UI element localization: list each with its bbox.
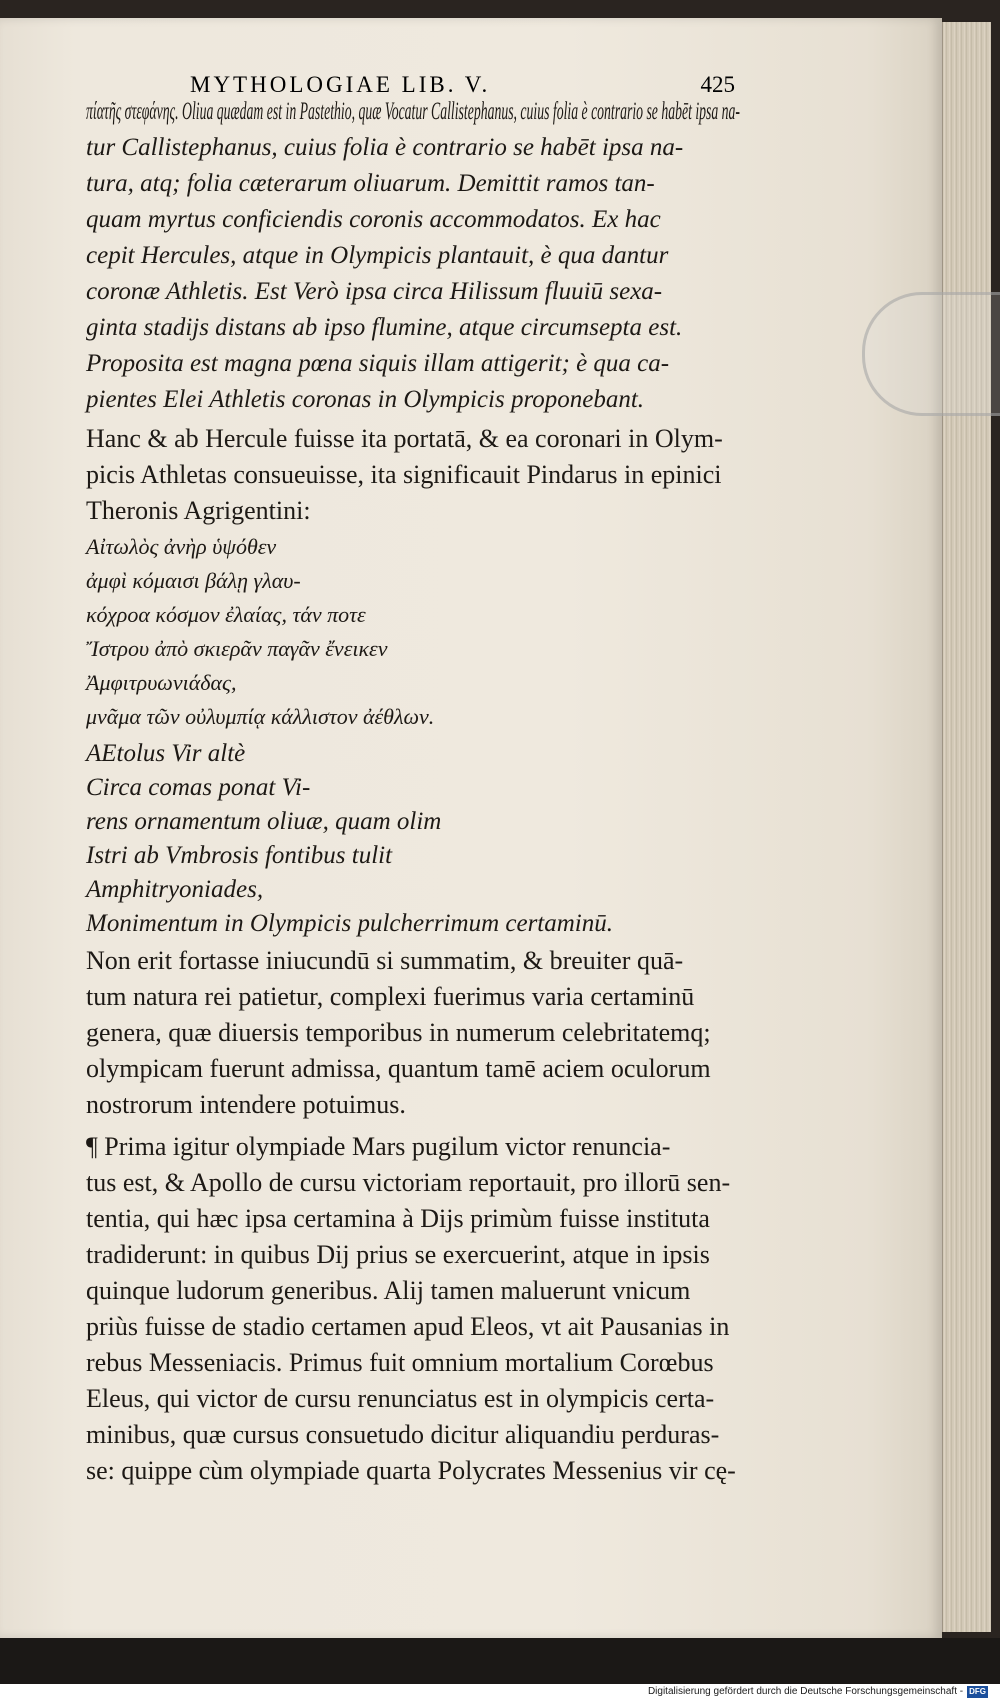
body-line: tentia, qui hæc ipsa certamina à Dijs primùm fuisse instituta xyxy=(86,1204,710,1233)
body-line: olympicam fuerunt admissa, quantum tamē aciem oculorum xyxy=(86,1054,711,1083)
greek-verse-line: Ἴστρου ἀπὸ σκιερᾶν παγᾶν ἔνεικεν xyxy=(86,636,388,661)
body-line: nostrorum intendere potuimus. xyxy=(86,1090,406,1119)
body-line: tradiderunt: in quibus Dij prius se exercuerint, atque in ipsis xyxy=(86,1240,710,1269)
page-edges xyxy=(942,22,991,1632)
italic-line: pientes Elei Athletis coronas in Olympicis proponebant. xyxy=(86,386,645,413)
body-line: genera, quæ diuersis temporibus in numerum celebritatemq; xyxy=(86,1018,711,1047)
page-clip xyxy=(862,292,1000,416)
credit-text: Digitalisierung gefördert durch die Deutsche Forschungsgemeinschaft - xyxy=(647,1686,964,1697)
italic-line: Proposita est magna pœna siquis illam attigerit; è qua ca- xyxy=(86,350,670,377)
greek-verse-line: ἀμφὶ κόμαισι βάλῃ γλαυ- xyxy=(86,568,301,593)
latin-verse-line: rens ornamentum oliuæ, quam olim xyxy=(86,808,442,835)
greek-verse-line: μνᾶμα τῶν οὐλυμπίᾳ κάλλιστον ἀέθλων. xyxy=(86,704,435,729)
body-line: rebus Messeniacis. Primus fuit omnium mortalium Corœbus xyxy=(86,1348,714,1377)
body-line: Non erit fortasse iniucundū si summatim, & breuiter quā- xyxy=(86,946,684,975)
greek-verse-line: κόχροα κόσμον ἐλαίας, τάν ποτε xyxy=(86,602,366,627)
body-line: priùs fuisse de stadio certamen apud Eleos, vt ait Pausanias in xyxy=(86,1312,730,1341)
italic-line: cepit Hercules, atque in Olympicis plantauit, è qua dantur xyxy=(86,242,669,269)
body-line: quinque ludorum generibus. Alij tamen maluerunt vnicum xyxy=(86,1276,691,1305)
greek-verse-line: Αἰτωλὸς ἀνὴρ ὑψόθεν xyxy=(86,534,277,559)
body-line: ¶ Prima igitur olympiade Mars pugilum victor renuncia- xyxy=(86,1132,671,1161)
latin-verse-line: Amphitryoniades, xyxy=(86,876,264,903)
digitization-credit xyxy=(644,1684,992,1700)
body-line: Theronis Agrigentini: xyxy=(86,496,311,525)
latin-verse-line: Monimentum in Olympicis pulcherrimum certaminū. xyxy=(86,910,614,937)
scan-bottom-border xyxy=(0,1638,1000,1684)
latin-verse-line: Circa comas ponat Vi- xyxy=(86,774,311,801)
body-line: picis Athletas consueuisse, ita significauit Pindarus in epinici xyxy=(86,460,722,489)
body-line: Eleus, qui victor de cursu renunciatus est in olympicis certa- xyxy=(86,1384,715,1413)
italic-line: quam myrtus conficiendis coronis accommodatos. Ex hac xyxy=(86,206,661,233)
dfg-logo: DFG xyxy=(969,1687,986,1696)
running-head: MYTHOLOGIAE LIB. V. xyxy=(190,72,491,97)
greek-verse-line: Ἀμφιτρυωνιάδας, xyxy=(86,670,237,695)
body-line: tus est, & Apollo de cursu victoriam reportauit, pro illorū sen- xyxy=(86,1168,731,1197)
page-number: 425 xyxy=(700,72,735,97)
italic-line: πίατῆς στεφάνης. Oliua quædam est in Pastethio, quæ Vocatur Callistephanus, cuius folia è contrario se habēt ipsa na- xyxy=(86,98,741,125)
italic-line: ginta stadijs distans ab ipso flumine, atque circumsepta est. xyxy=(86,314,683,341)
body-line: tum natura rei patietur, complexi fuerimus varia certaminū xyxy=(86,982,695,1011)
body-line: Hanc & ab Hercule fuisse ita portatā, & ea coronari in Olym- xyxy=(86,424,723,453)
body-line: minibus, quæ cursus consuetudo dicitur aliquandiu perduras- xyxy=(86,1420,720,1449)
latin-verse-line: Istri ab Vmbrosis fontibus tulit xyxy=(86,842,393,869)
latin-verse-line: AEtolus Vir altè xyxy=(86,740,246,767)
body-line: se: quippe cùm olympiade quarta Polycrates Messenius vir cę- xyxy=(86,1456,736,1485)
italic-line: tura, atq; folia cæterarum oliuarum. Demittit ramos tan- xyxy=(86,170,655,197)
italic-line: coronæ Athletis. Est Verò ipsa circa Hilissum fluuiū sexa- xyxy=(86,278,663,305)
italic-line: tur Callistephanus, cuius folia è contrario se habēt ipsa na- xyxy=(86,134,684,161)
